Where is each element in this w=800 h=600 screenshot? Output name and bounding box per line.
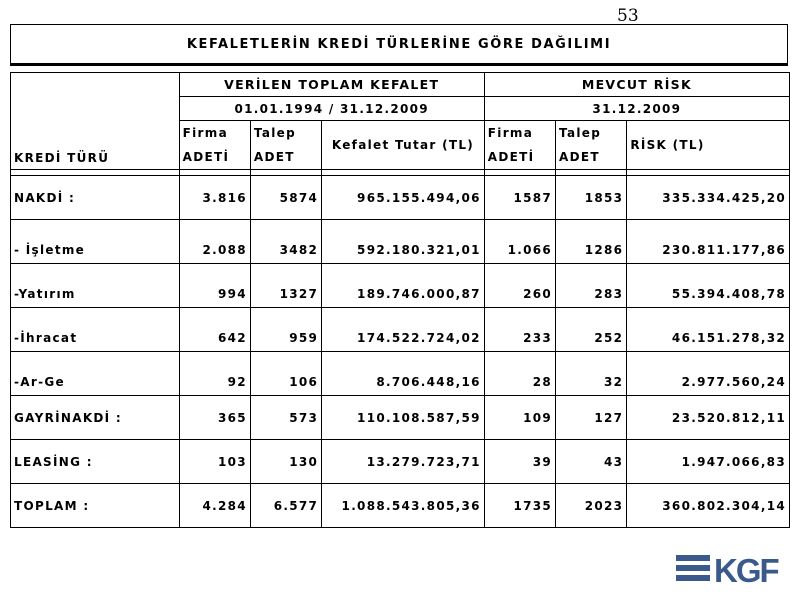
row-tutar: 174.522.724,02 [322,308,485,352]
table-title-text: KEFALETLERİN KREDİ TÜRLERİNE GÖRE DAĞILIMI [186,36,612,52]
kgf-logo-text: KGF [714,553,778,585]
row-talep: 959 [250,308,321,352]
row-type: LEASİNG : [11,440,180,484]
table-row-nakdi [11,176,790,220]
row-tutar: 8.706.448,16 [322,352,485,396]
row-firma: 365 [179,396,250,440]
header-firma-count [179,121,250,170]
row-firma: 103 [179,440,250,484]
header-talep-line2: ADET [253,150,295,164]
row-risk-firma: 109 [484,396,555,440]
header-firma-line2: ADETİ [182,150,230,164]
row-risk-firma: 233 [484,308,555,352]
header-firma-line1: Firma [182,126,228,140]
row-risk-talep: 252 [556,308,627,352]
row-firma: 2.088 [179,220,250,264]
row-firma: 92 [179,352,250,396]
row-tutar: 592.180.321,01 [322,220,485,264]
row-type: -İhracat [11,308,180,352]
row-risk-talep: 32 [556,352,627,396]
row-risk-firma: 28 [484,352,555,396]
row-type: GAYRİNAKDİ : [11,396,180,440]
row-type: NAKDİ : [11,176,180,220]
row-risk: 46.151.278,32 [627,308,790,352]
page-number: 53 [617,6,639,26]
row-risk-talep: 2023 [556,484,627,528]
header-risk-firma-count [484,121,555,170]
header-credit-type: KREDİ TÜRÜ [11,121,180,170]
header-risk-talep-line1: Talep [559,126,602,140]
row-firma: 3.816 [179,176,250,220]
row-risk-firma: 260 [484,264,555,308]
row-tutar: 110.108.587,59 [322,396,485,440]
row-risk: 360.802.304,14 [627,484,790,528]
header-risk-date: 31.12.2009 [484,97,789,121]
row-talep: 6.577 [250,484,321,528]
row-firma: 994 [179,264,250,308]
row-talep: 130 [250,440,321,484]
header-risk-firma-line2: ADETİ [487,150,535,164]
row-talep: 106 [250,352,321,396]
row-talep: 5874 [250,176,321,220]
row-risk-talep: 1853 [556,176,627,220]
row-type: TOPLAM : [11,484,180,528]
row-risk: 230.811.177,86 [627,220,790,264]
header-risk-talep-count [556,121,627,170]
row-type: -Ar-Ge [11,352,180,396]
header-group-row [11,73,790,97]
row-risk-firma: 1735 [484,484,555,528]
row-risk-talep: 1286 [556,220,627,264]
row-talep: 1327 [250,264,321,308]
table-title [10,24,788,66]
table-row-gayrinakdi [11,396,790,440]
row-tutar: 965.155.494,06 [322,176,485,220]
row-risk-talep: 127 [556,396,627,440]
row-risk-talep: 43 [556,440,627,484]
guarantee-distribution-table [10,72,790,528]
row-talep: 573 [250,396,321,440]
row-risk-firma: 1.066 [484,220,555,264]
row-tutar: 13.279.723,71 [322,440,485,484]
row-risk: 55.394.408,78 [627,264,790,308]
header-risk-group: MEVCUT RİSK [484,73,789,97]
table-row-arge [11,352,790,396]
header-talep-line1: Talep [253,126,296,140]
row-risk: 335.334.425,20 [627,176,790,220]
row-talep: 3482 [250,220,321,264]
row-risk-firma: 1587 [484,176,555,220]
row-risk: 1.947.066,83 [627,440,790,484]
table-row-leasing [11,440,790,484]
header-issued-group: VERİLEN TOPLAM KEFALET [179,73,484,97]
header-blank-cell [11,73,180,121]
header-issued-period: 01.01.1994 / 31.12.2009 [179,97,484,121]
row-risk: 23.520.812,11 [627,396,790,440]
header-risk-amount: RİSK (TL) [627,121,790,170]
row-type: -Yatırım [11,264,180,308]
row-firma: 4.284 [179,484,250,528]
header-guarantee-amount: Kefalet Tutar (TL) [322,121,485,170]
table-row-ihracat [11,308,790,352]
kgf-logo [676,553,788,585]
header-risk-firma-line1: Firma [487,126,534,140]
row-tutar: 189.746.000,87 [322,264,485,308]
row-firma: 642 [179,308,250,352]
header-talep-count [250,121,321,170]
table-row-isletme [11,220,790,264]
row-type: - İşletme [11,220,180,264]
row-tutar: 1.088.543.805,36 [322,484,485,528]
row-risk-firma: 39 [484,440,555,484]
header-columns-row [11,121,790,170]
row-risk: 2.977.560,24 [627,352,790,396]
table-row-yatirim [11,264,790,308]
table-row-toplam [11,484,790,528]
header-risk-talep-line2: ADET [559,150,600,164]
row-risk-talep: 283 [556,264,627,308]
